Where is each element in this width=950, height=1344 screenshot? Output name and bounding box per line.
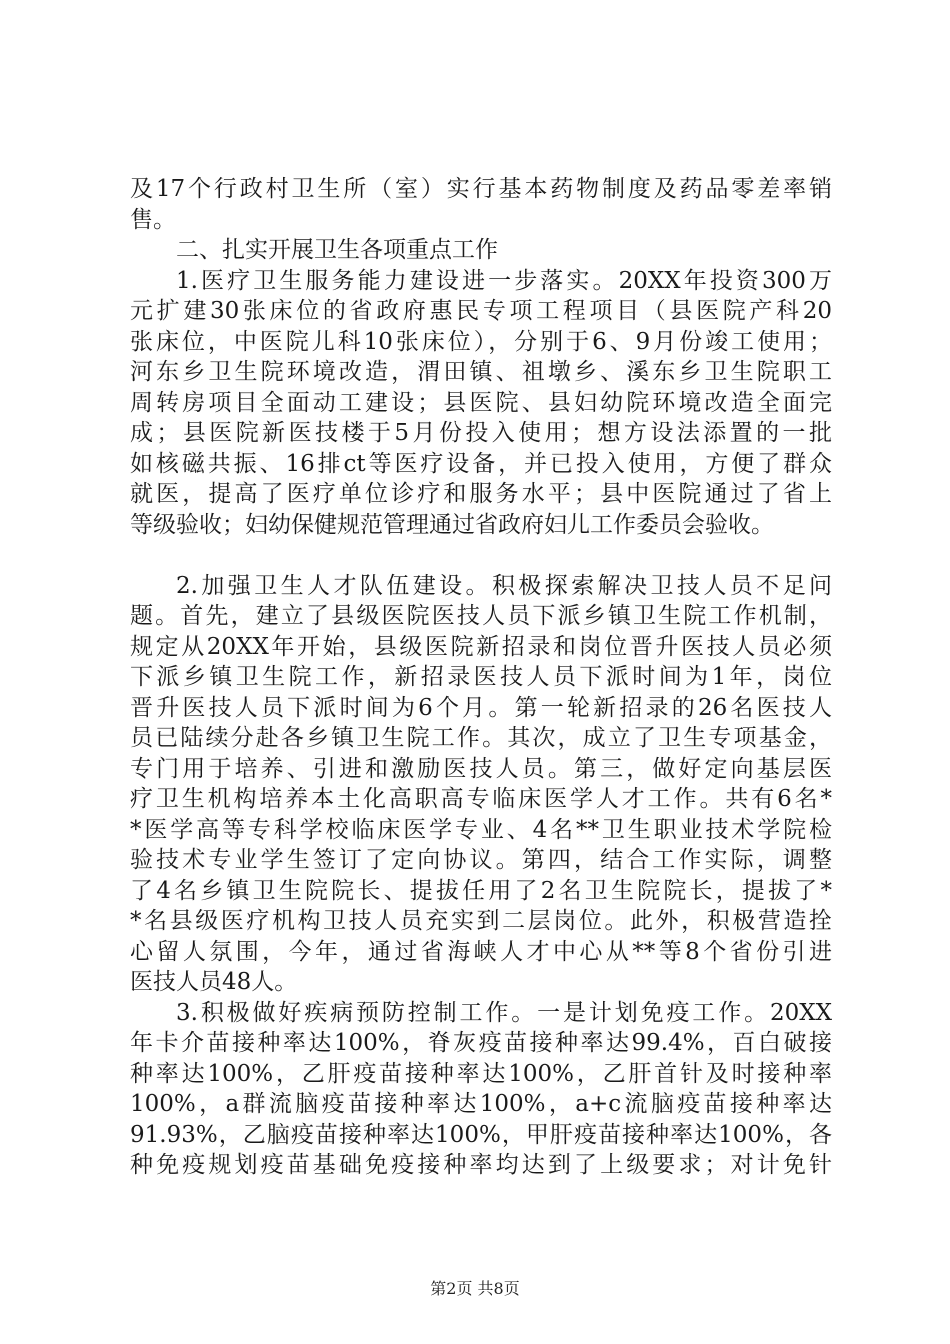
document-body bbox=[130, 174, 832, 1181]
text-line: 晋升医技人员下派时间为6个月。第一轮新招录的26名医技人 bbox=[130, 694, 832, 721]
text-line: 种率达100%，乙肝疫苗接种率达100%，乙肝首针及时接种率 bbox=[130, 1060, 832, 1087]
text-line: 就医，提高了医疗单位诊疗和服务水平；县中医院通过了省上 bbox=[130, 481, 832, 507]
text-line: 等级验收；妇幼保健规范管理通过省政府妇儿工作委员会验收。 bbox=[130, 511, 774, 538]
text-line: *医学高等专科学校临床医学专业、4名**卫生职业技术学院检 bbox=[130, 816, 832, 843]
text-line: 题。首先，建立了县级医院医技人员下派乡镇卫生院工作机制， bbox=[130, 603, 832, 629]
text-line: 下派乡镇卫生院工作，新招录医技人员下派时间为1年，岗位 bbox=[130, 664, 832, 690]
text-line: 及17个行政村卫生所（室）实行基本药物制度及药品零差率销 bbox=[130, 176, 832, 202]
text-line: 成；县医院新医技楼于5月份投入使用；想方设法添置的一批 bbox=[130, 420, 832, 446]
text-line: 二、扎实开展卫生各项重点工作 bbox=[176, 237, 498, 263]
text-line: 2.加强卫生人才队伍建设。积极探索解决卫技人员不足问 bbox=[176, 572, 832, 599]
text-line: *名县级医疗机构卫技人员充实到二层岗位。此外，积极营造拴 bbox=[130, 908, 832, 934]
text-line: 河东乡卫生院环境改造，渭田镇、祖墩乡、溪东乡卫生院职工 bbox=[130, 359, 832, 385]
text-line: 周转房项目全面动工建设；县医院、县妇幼院环境改造全面完 bbox=[130, 389, 832, 416]
text-line: 验技术专业学生签订了定向协议。第四，结合工作实际，调整 bbox=[130, 847, 832, 873]
paragraph-gap bbox=[130, 540, 832, 571]
text-line: 如核磁共振、16排ct等医疗设备，并已投入使用，方便了群众 bbox=[130, 450, 832, 477]
text-line: 年卡介苗接种率达100%，脊灰疫苗接种率达99.4%，百白破接 bbox=[130, 1030, 832, 1056]
text-line: 91.93%，乙脑疫苗接种率达100%，甲肝疫苗接种率达100%，各 bbox=[130, 1121, 832, 1148]
text-line: 100%，a群流脑疫苗接种率达100%，a+c流脑疫苗接种率达 bbox=[130, 1091, 832, 1117]
text-line: 医技人员48人。 bbox=[130, 969, 298, 995]
text-line: 了4名乡镇卫生院院长、提拔任用了2名卫生院院长，提拔了* bbox=[130, 877, 832, 904]
text-line: 元扩建30张床位的省政府惠民专项工程项目（县医院产科20 bbox=[130, 298, 832, 324]
page-footer: 第2页 共8页 bbox=[430, 1279, 520, 1298]
text-line: 3.积极做好疾病预防控制工作。一是计划免疫工作。20XX bbox=[176, 999, 832, 1026]
text-line: 疗卫生机构培养本土化高职高专临床医学人才工作。共有6名* bbox=[130, 786, 832, 812]
text-line: 员已陆续分赴各乡镇卫生院工作。其次，成立了卫生专项基金， bbox=[130, 725, 832, 751]
text-line: 种免疫规划疫苗基础免疫接种率均达到了上级要求；对计免针 bbox=[130, 1152, 832, 1178]
text-line: 规定从20XX年开始，县级医院新招录和岗位晋升医技人员必须 bbox=[130, 633, 832, 660]
text-line: 1.医疗卫生服务能力建设进一步落实。20XX年投资300万 bbox=[176, 267, 832, 294]
text-line: 张床位，中医院儿科10张床位），分别于6、9月份竣工使用； bbox=[130, 328, 832, 355]
text-line: 心留人氛围，今年，通过省海峡人才中心从**等8个省份引进 bbox=[130, 938, 832, 965]
text-line: 售。 bbox=[130, 206, 176, 233]
text-line: 专门用于培养、引进和激励医技人员。第三，做好定向基层医 bbox=[130, 755, 832, 782]
